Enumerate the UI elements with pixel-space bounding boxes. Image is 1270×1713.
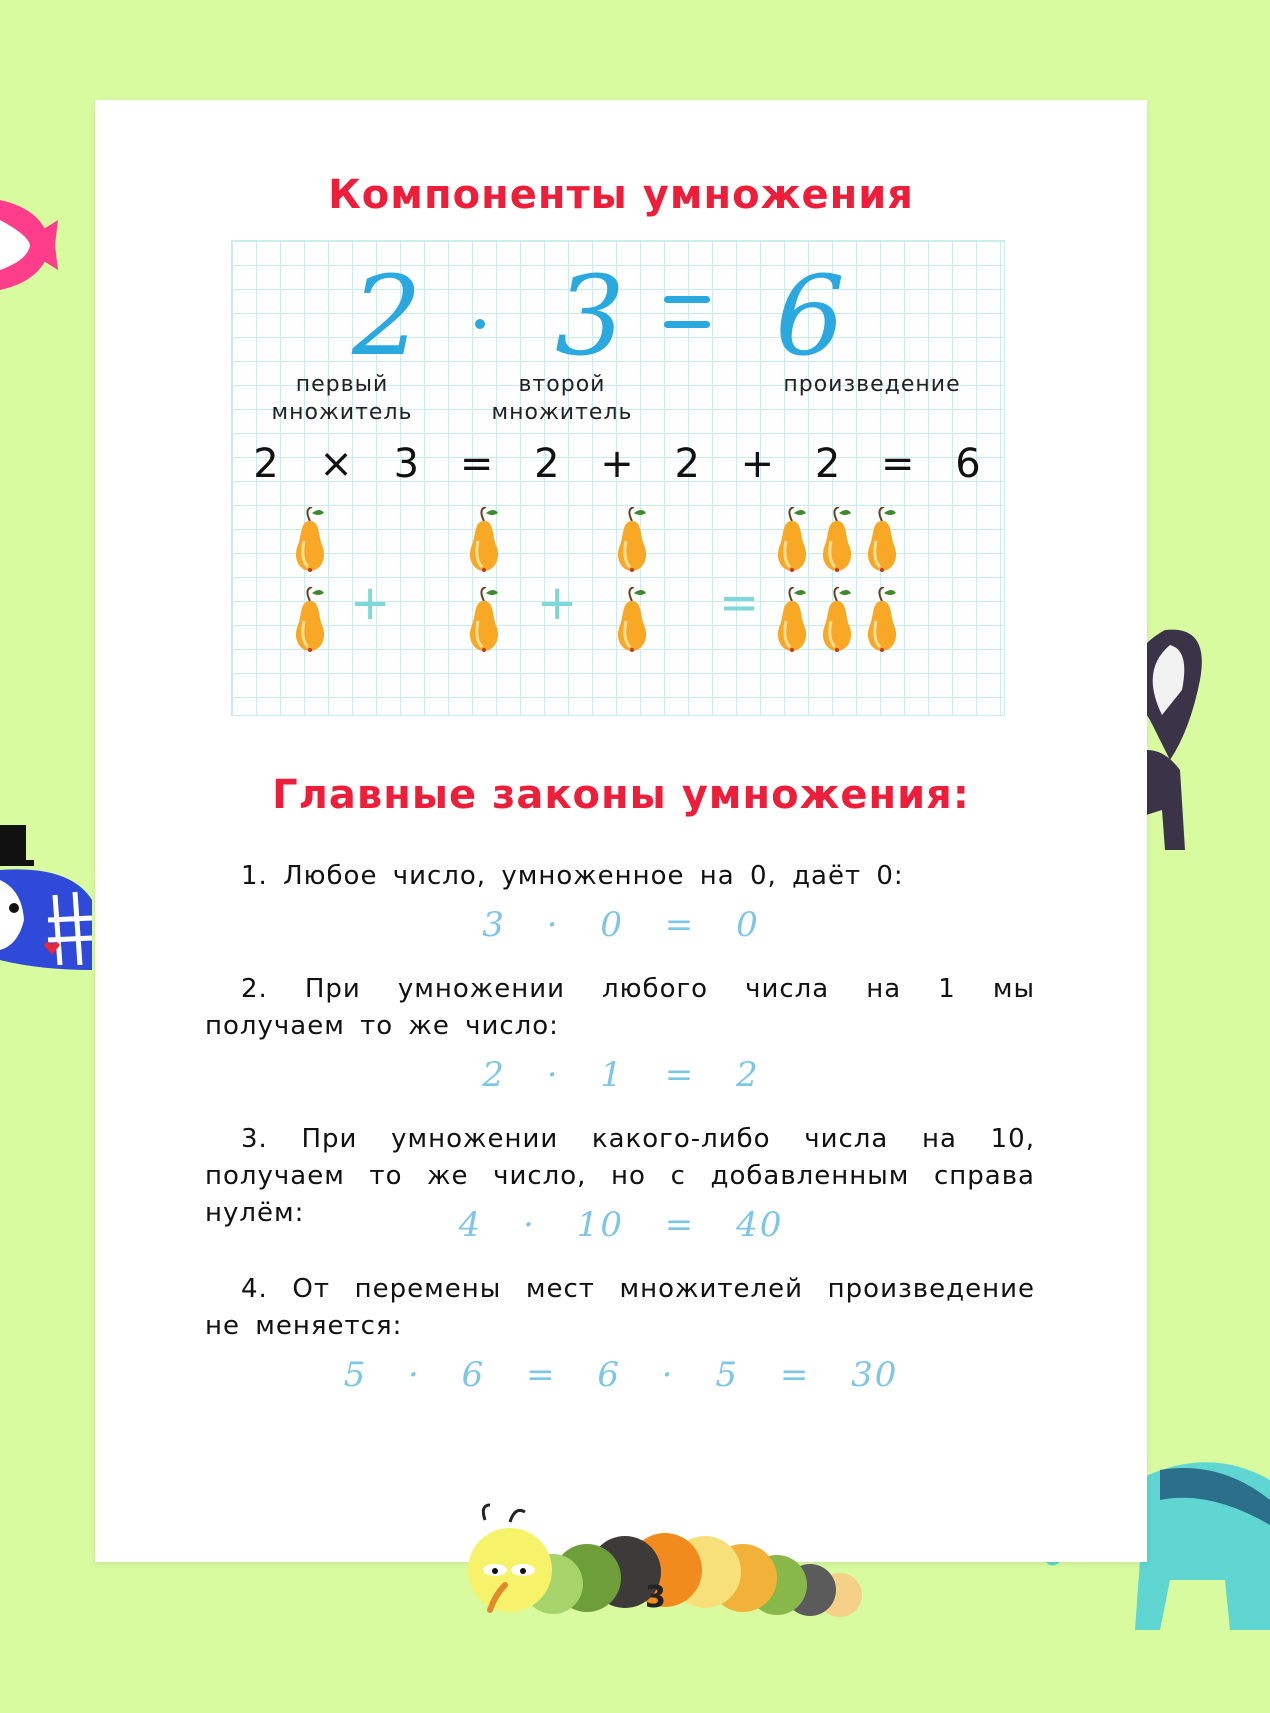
pear-icon [290, 587, 330, 653]
pear-icon [290, 507, 330, 573]
pear-icon [772, 507, 812, 573]
law-1: 1. Любое число, умноженное на 0, даёт 0: [241, 861, 904, 891]
pear-icon [772, 587, 812, 653]
law-4: 4. От перемены мест множителей произведение не меняется: [205, 1274, 1035, 1341]
pear-icon [464, 507, 504, 573]
equals-bar-bottom [664, 321, 710, 328]
blue-bird-top-hat-illustration [0, 820, 95, 980]
repeated-addition-line: 2 × 3 = 2 + 2 + 2 = 6 [253, 441, 983, 487]
equals-bar-top [664, 296, 710, 303]
pear-plus-1: + [350, 575, 391, 631]
pear-icon [862, 587, 902, 653]
page-number: 3 [645, 1580, 666, 1615]
pear-icon [817, 507, 857, 573]
law-1-example: 3 · 0 = 0 [482, 905, 760, 945]
law-2: 2. При умножении любого числа на 1 мы получаем то же число: [205, 974, 1035, 1041]
multiply-dot [475, 319, 485, 329]
section-title-components: Компоненты умножения [328, 172, 914, 218]
factor-one-digit: 2 [352, 252, 422, 380]
pear-icon [612, 587, 652, 653]
product-digit: 6 [775, 252, 845, 380]
label-first-factor: первый множитель [271, 372, 413, 425]
pear-icon [817, 587, 857, 653]
pear-icon [862, 507, 902, 573]
pink-fish-illustration [0, 180, 60, 310]
pear-icon [464, 587, 504, 653]
page-card [95, 100, 1147, 1562]
law-4-example: 5 · 6 = 6 · 5 = 30 [343, 1355, 899, 1395]
law-3: 3. При умножении какого-либо числа на 10, получаем то же число, но с добавленным справа нулём: [205, 1124, 1035, 1228]
label-second-factor: второй множитель [491, 372, 633, 425]
law-3-example: 4 · 10 = 40 [458, 1205, 784, 1245]
grid-paper-panel [231, 240, 1005, 716]
factor-two-digit: 3 [555, 252, 625, 380]
pear-equals: = [719, 575, 760, 631]
section-title-laws: Главные законы умножения: [272, 772, 970, 818]
label-product: произведение [783, 372, 961, 397]
pear-icon [612, 507, 652, 573]
law-2-example: 2 · 1 = 2 [482, 1055, 760, 1095]
pear-plus-2: + [537, 575, 578, 631]
